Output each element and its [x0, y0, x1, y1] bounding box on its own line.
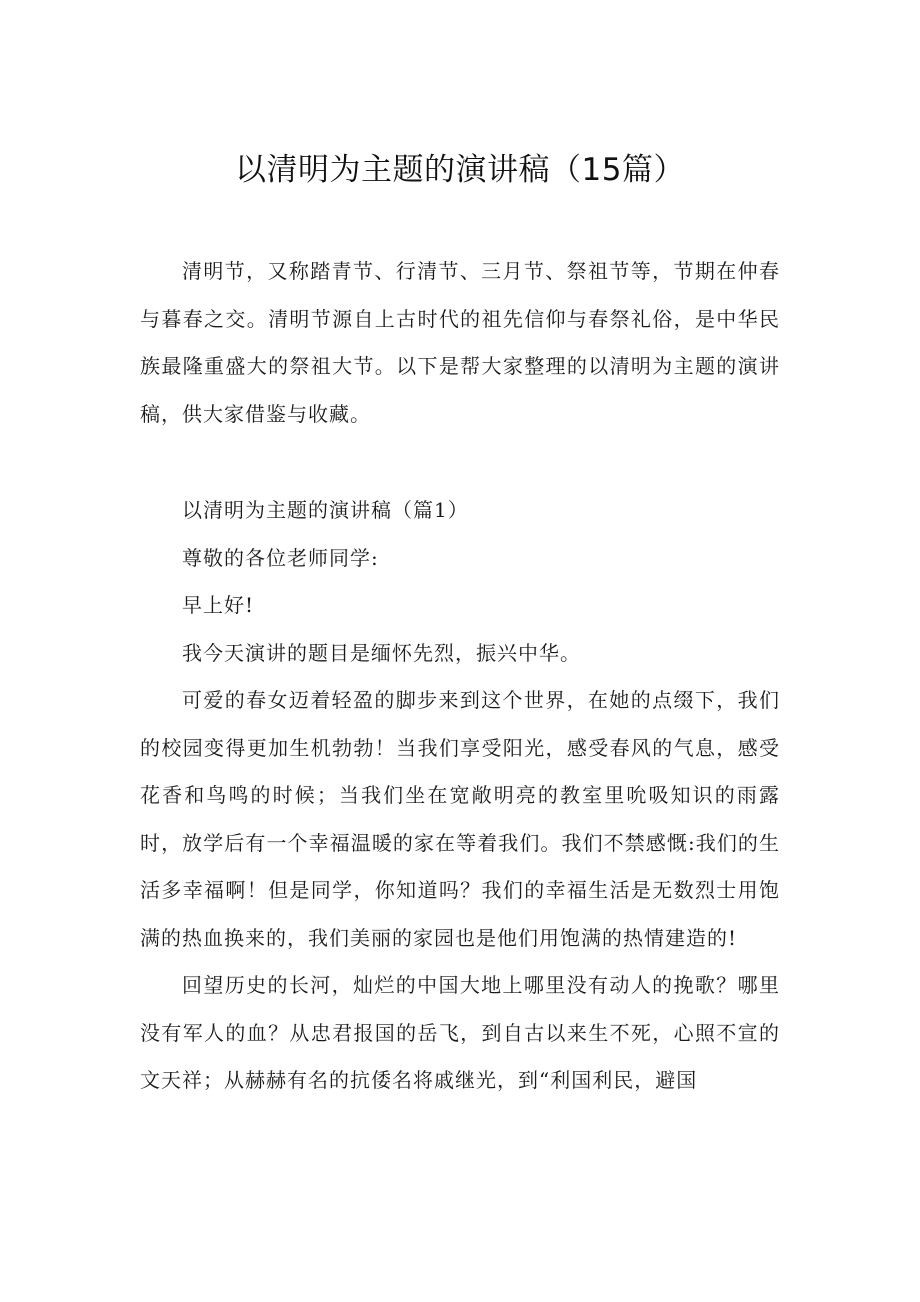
greeting: 早上好!	[182, 593, 255, 617]
intro-paragraph: 清明节，又称踏青节、行清节、三月节、祭祖节等，节期在仲春与暮春之交。清明节源自上古时代的祖先信仰与春祭礼俗，是中华民族最隆重盛大的祭祖大节。以下是帮大家整理的以清明为主题的演讲稿，供大家借鉴与收藏。	[140, 259, 780, 426]
body-paragraph: 回望历史的长河，灿烂的中国大地上哪里没有动人的挽歌？哪里没有军人的血？从忠君报国的岳飞，到自古以来生不死，心照不宣的文天祥；从赫赫有名的抗倭名将戚继光，到“利国利民，避国	[140, 973, 780, 1092]
body-paragraph: 可爱的春女迈着轻盈的脚步来到这个世界，在她的点缀下，我们的校园变得更加生机勃勃！当我们享受阳光，感受春风的气息，感受花香和鸟鸣的时候；当我们坐在宽敞明亮的教室里吮吸知识的雨露时，放学后有一个幸福温暖的家在等着我们。我们不禁感慨:我们的生活多幸福啊！但是同学，你知道吗？我们的幸福生活是无数烈士用饱满的热血换来的，我们美丽的家园也是他们用饱满的热情建造的!	[140, 688, 780, 950]
speech-topic: 我今天演讲的题目是缅怀先烈，振兴中华。	[182, 640, 581, 665]
salutation: 尊敬的各位老师同学:	[182, 545, 379, 570]
speech-section	[140, 487, 780, 1105]
intro-section	[140, 248, 780, 438]
document-title: 以清明为主题的演讲稿（15篇）	[235, 152, 685, 188]
speech-heading: 以清明为主题的演讲稿（篇1）	[182, 498, 469, 522]
